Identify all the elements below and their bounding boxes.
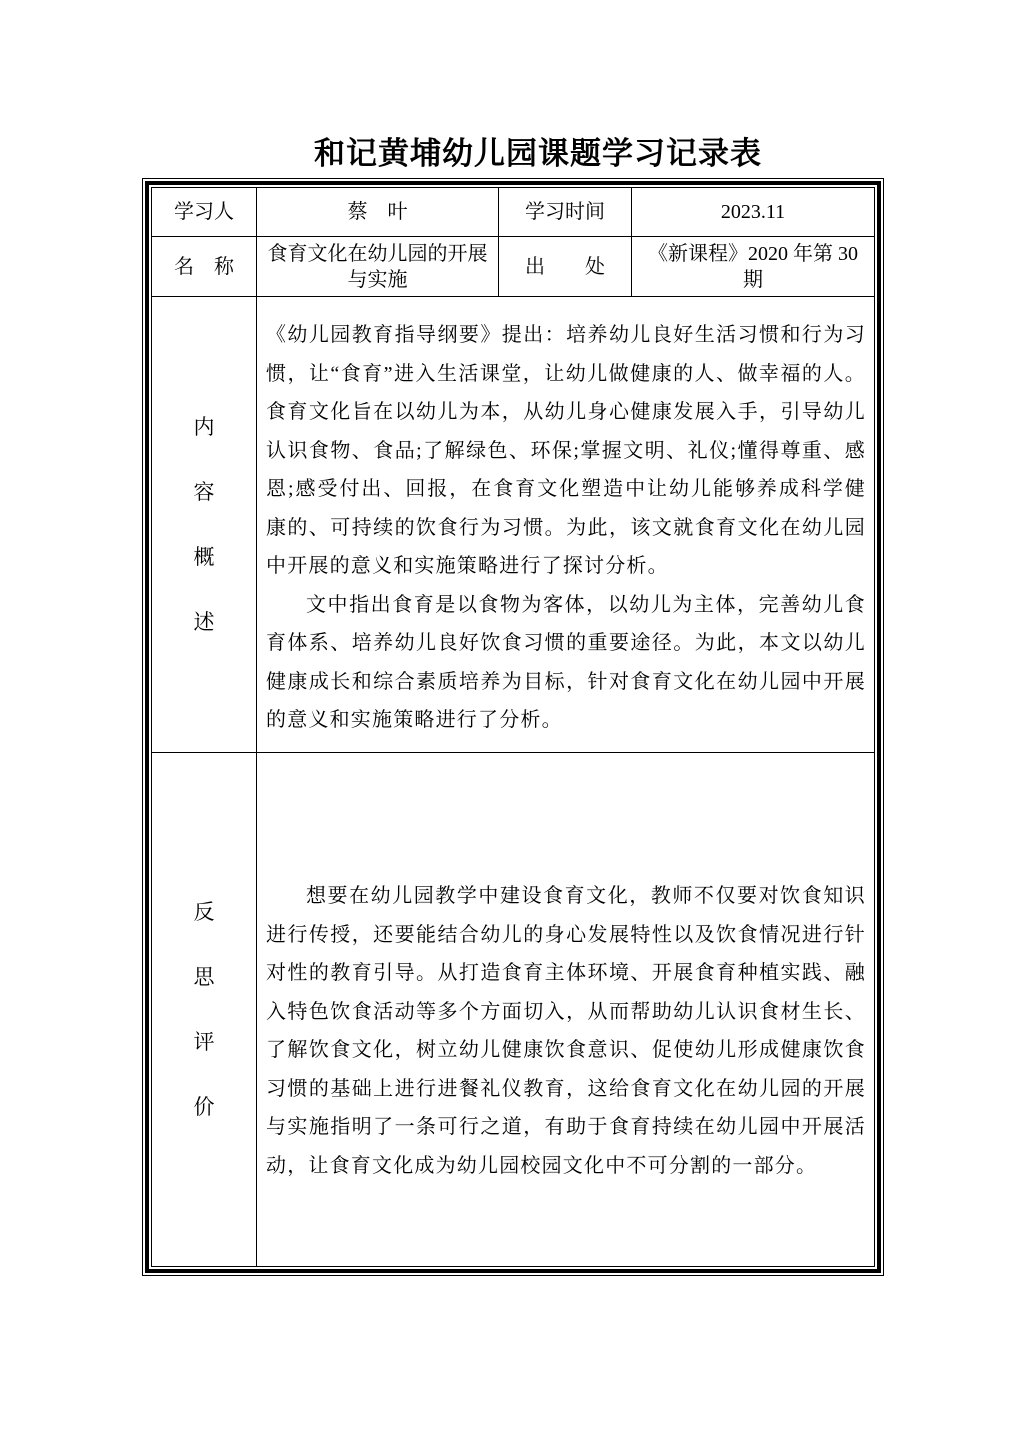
reflection-label-char: 反	[193, 899, 215, 924]
reflection-label-char: 评	[193, 1029, 215, 1054]
summary-label-char: 内	[193, 414, 215, 439]
table-outer-frame	[142, 178, 884, 1276]
learner-label-cell: 学习人	[152, 188, 257, 237]
reflection-label-char: 思	[193, 964, 215, 989]
learner-value-cell: 蔡 叶	[257, 188, 499, 237]
summary-label-cell	[152, 297, 257, 753]
summary-content-cell	[257, 297, 875, 753]
summary-paragraph-1: 《幼儿园教育指导纲要》提出：培养幼儿良好生活习惯和行为习惯，让“食育”进入生活课堂，让幼儿做健康的人、做幸福的人。食育文化旨在以幼儿为本，从幼儿身心健康发展入手，引导幼儿认识食物、食品;了解绿色、环保;掌握文明、礼仪;懂得尊重、感恩;感受付出、回报，在食育文化塑造中让幼儿能够养成科学健康的、可持续的饮食行为习惯。为此，该文就食育文化在幼儿园中开展的意义和实施策略进行了探讨分析。	[266, 324, 866, 578]
summary-label-char: 述	[193, 609, 215, 634]
reflection-content-cell	[257, 753, 875, 1267]
study-time-label-cell: 学习时间	[499, 188, 632, 237]
article-name-cell: 食育文化在幼儿园的开展与实施	[257, 237, 499, 297]
page-title: 和记黄埔幼儿园课题学习记录表	[314, 136, 762, 171]
summary-paragraph-2: 文中指出食育是以食物为客体，以幼儿为主体，完善幼儿食育体系、培养幼儿良好饮食习惯的重要途径。为此，本文以幼儿健康成长和综合素质培养为目标，针对食育文化在幼儿园中开展的意义和实施策略进行了分析。	[266, 593, 866, 732]
table-row-summary	[152, 297, 875, 753]
source-value-cell: 《新课程》2020 年第 30 期	[632, 237, 875, 297]
summary-label-char: 容	[193, 479, 215, 504]
table-row-name-source	[152, 237, 875, 297]
reflection-label-char: 价	[193, 1094, 215, 1119]
table-row-learner	[152, 188, 875, 237]
name-label-cell: 名 称	[152, 237, 257, 297]
source-label-cell: 出 处	[499, 237, 632, 297]
study-time-value-cell: 2023.11	[632, 188, 875, 237]
reflection-label-cell	[152, 753, 257, 1267]
record-table	[151, 187, 875, 1267]
summary-label-char: 概	[193, 544, 215, 569]
table-inner-frame	[145, 181, 881, 1273]
reflection-paragraph-1: 想要在幼儿园教学中建设食育文化，教师不仅要对饮食知识进行传授，还要能结合幼儿的身心发展特性以及饮食情况进行针对性的教育引导。从打造食育主体环境、开展食育种植实践、融入特色饮食活动等多个方面切入，从而帮助幼儿认识食材生长、了解饮食文化，树立幼儿健康饮食意识、促使幼儿形成健康饮食习惯的基础上进行进餐礼仪教育，这给食育文化在幼儿园的开展与实施指明了一条可行之道，有助于食育持续在幼儿园中开展活动，让食育文化成为幼儿园校园文化中不可分割的一部分。	[266, 885, 866, 1177]
table-row-reflection	[152, 753, 875, 1267]
